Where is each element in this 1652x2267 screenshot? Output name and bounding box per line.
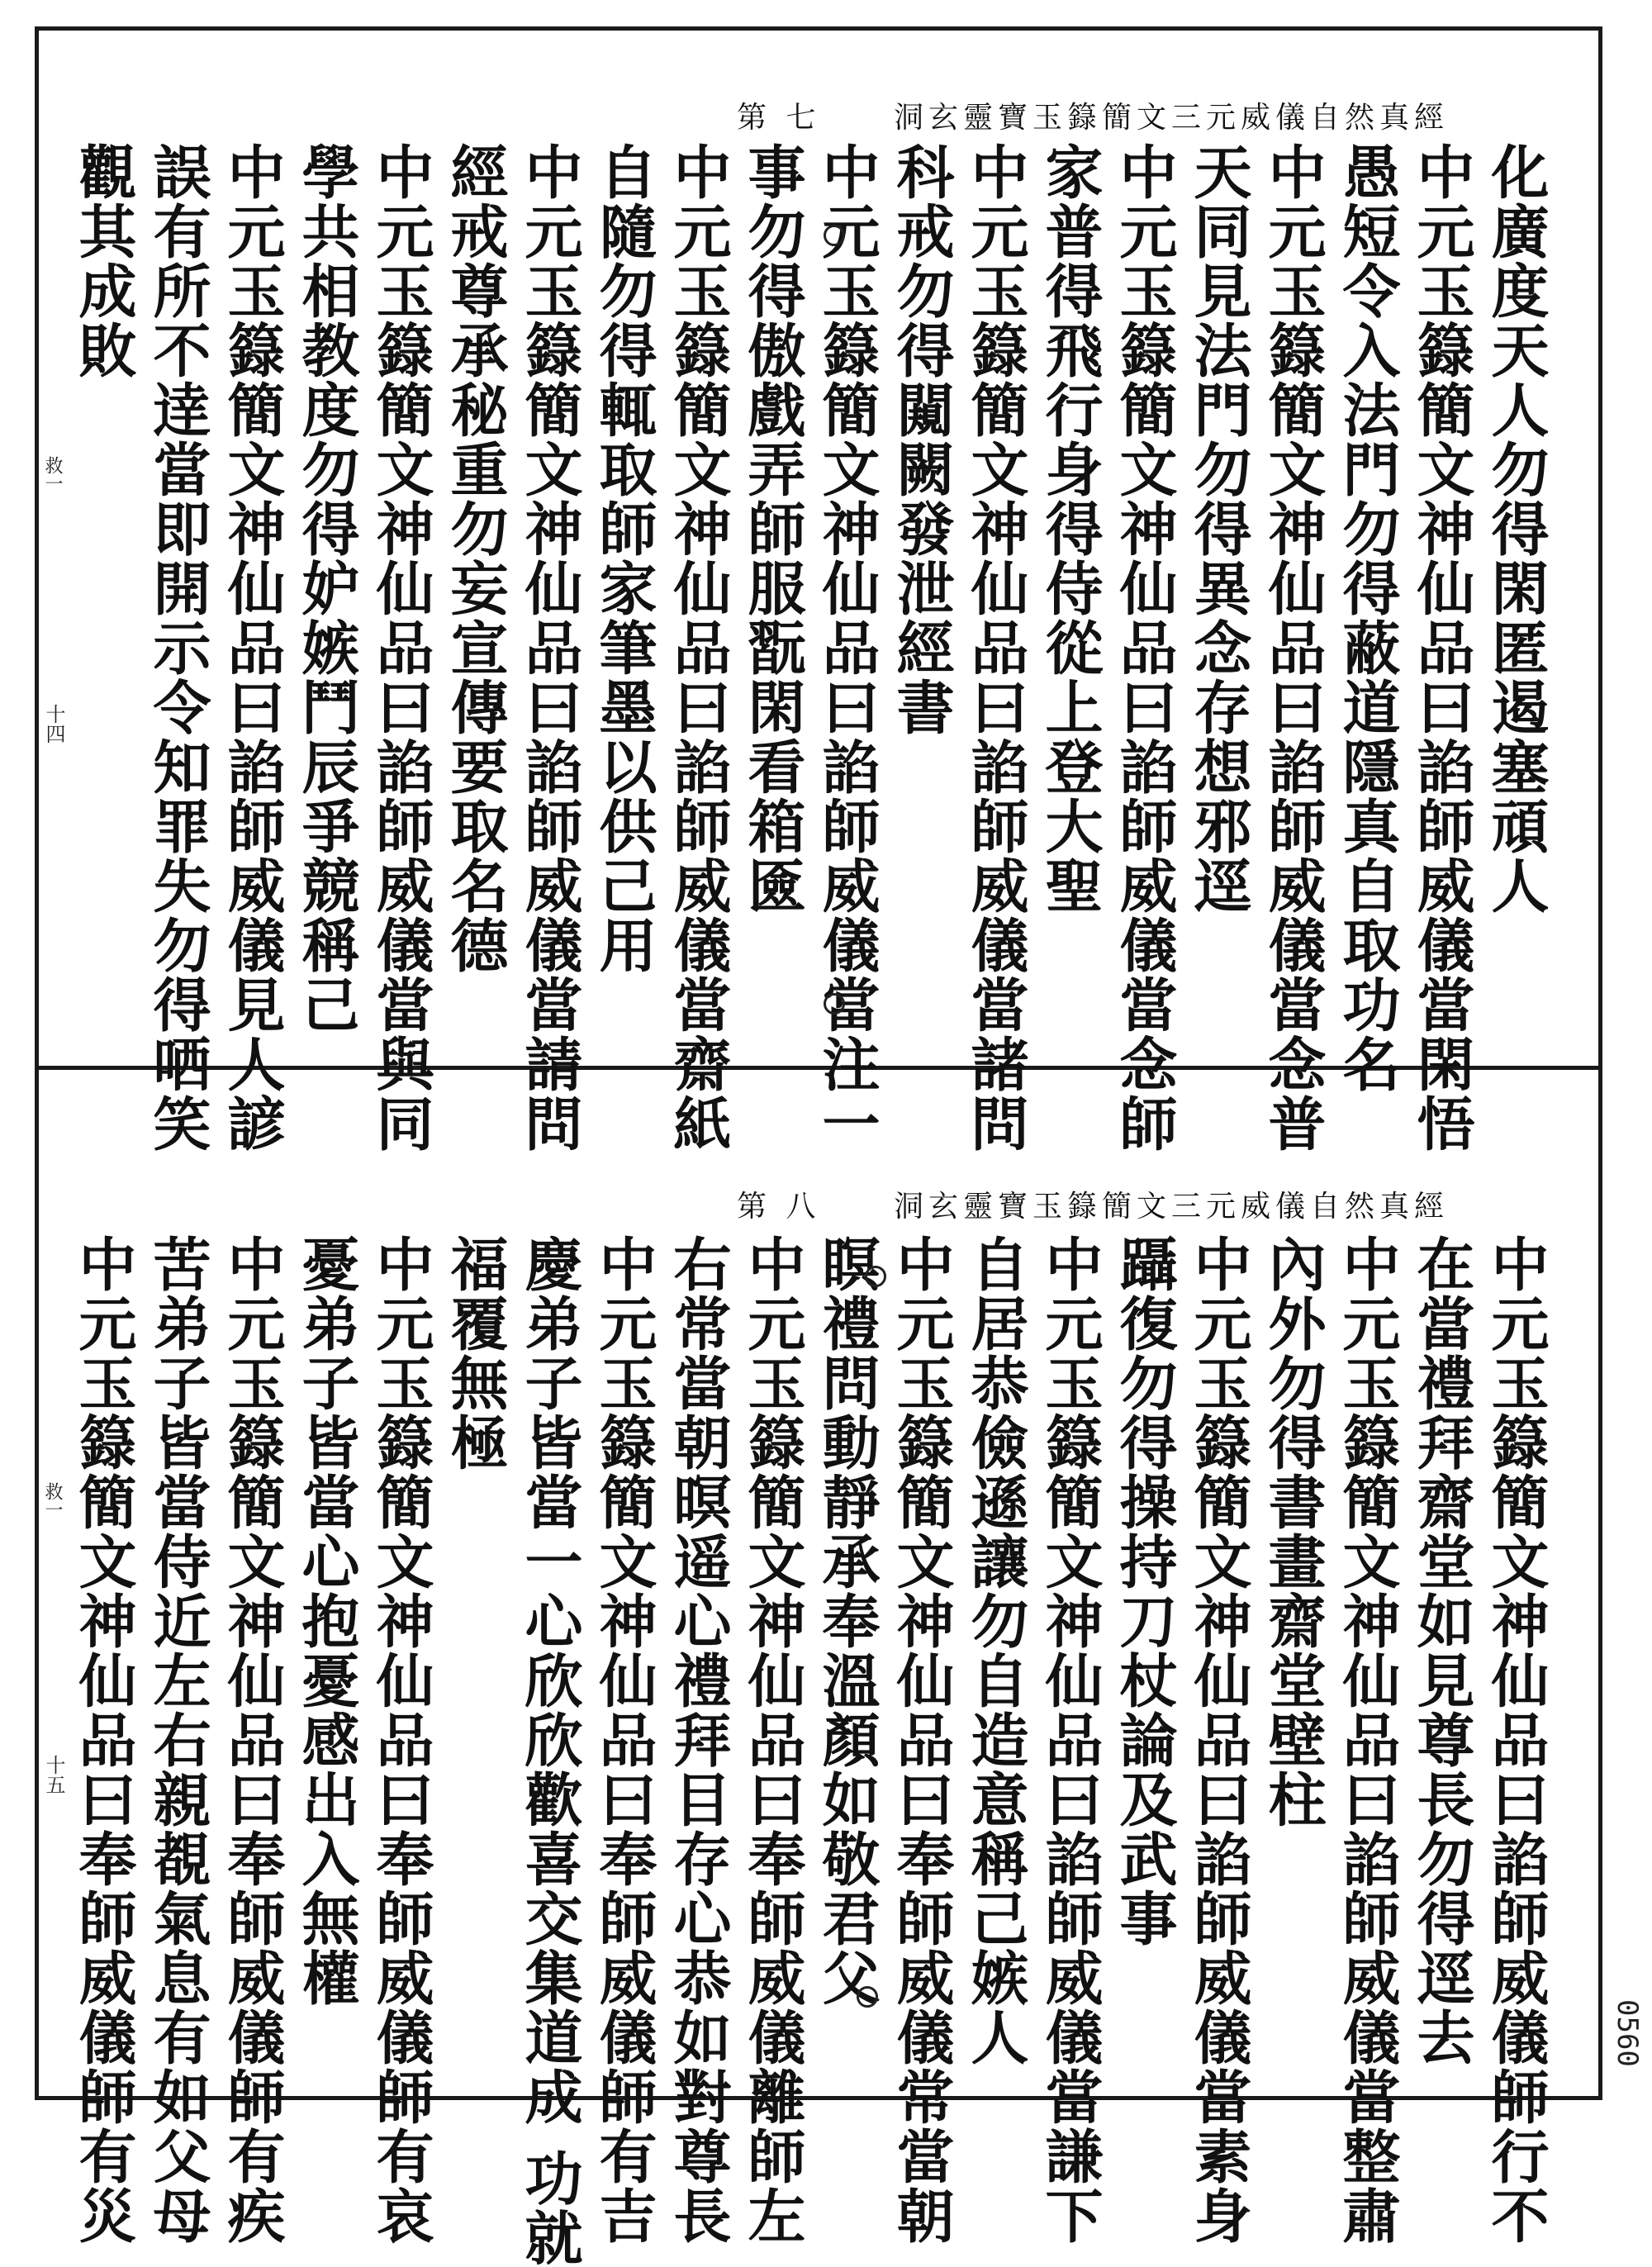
text-column: 中元玉籙簡文神仙品曰奉師威儀常當朝 xyxy=(887,1234,956,2246)
text-column: 慶弟子皆當一心欣欣歡喜交集道成 功就 xyxy=(515,1234,584,2267)
text-column: 中元玉籙簡文神仙品曰諂師威儀師行不 xyxy=(1482,1234,1550,2246)
margin-note: 救一 xyxy=(42,456,63,492)
bottom-panel xyxy=(35,1069,1602,2267)
text-column: 中元玉籙簡文神仙品曰諂師威儀當諸問 xyxy=(961,142,1030,1153)
text-column: 中元玉籙簡文神仙品曰諂師威儀當素身 xyxy=(1184,1234,1253,2246)
text-column: 中元玉籙簡文神仙品曰諂師威儀當與同 xyxy=(367,142,435,1153)
bottom-text-columns xyxy=(66,1234,1553,2267)
text-column: 中元玉籙簡文神仙品曰諂師威儀當齋紙 xyxy=(664,142,733,1153)
page-number: 0560 xyxy=(1611,1999,1644,2067)
text-column: 事勿得傲戲弄師服翫閑看箱匳 xyxy=(738,142,807,915)
circle-marker-icon xyxy=(824,225,845,246)
circle-marker-icon xyxy=(824,993,845,1015)
text-column: 中元玉籙簡文神仙品曰諂師威儀當謙下 xyxy=(1036,1234,1104,2246)
bottom-header-page: 第 八 xyxy=(737,1190,821,1224)
text-column: 在當禮拜齋堂如見尊長勿得逕去 xyxy=(1408,1234,1476,2067)
top-header-page: 第 七 xyxy=(737,101,821,135)
text-column: 學共相教度勿得妒嫉鬥辰爭競稱己 xyxy=(292,142,361,1034)
text-column: 苦弟子皆當侍近左右親覩氣息有如父母 xyxy=(144,1234,212,2246)
top-text-columns xyxy=(66,142,1553,1153)
text-column: 自居恭儉遜讓勿自造意稱己嫉人 xyxy=(961,1234,1030,2067)
margin-note: 救一 xyxy=(42,1482,63,1518)
text-column: 自隨勿得輒取師家筆墨以供己用 xyxy=(590,142,658,975)
text-column: 愚短令入法門勿得蔽道隱真自取功名 xyxy=(1333,142,1402,1094)
text-column: 福覆無極 xyxy=(441,1234,510,1472)
folio-number: 十四 xyxy=(42,704,65,744)
text-column: 觀其成敗 xyxy=(69,142,138,380)
text-column: 憂弟子皆當心抱憂感出入無權 xyxy=(292,1234,361,2008)
text-column: 經戒尊承秘重勿妄宣傳要取名德 xyxy=(441,142,510,975)
text-column: 內外勿得書畫齋堂壁柱 xyxy=(1259,1234,1327,1829)
text-column: 中元玉籙簡文神仙品曰諂師威儀當注一 xyxy=(813,142,881,1153)
text-column: 誤有所不逹當即開示令知罪失勿得哂笑 xyxy=(144,142,212,1153)
bottom-header-title: 洞玄靈寶玉籙簡文三元威儀自然真經 xyxy=(894,1190,1450,1224)
text-column: 中元玉籙簡文神仙品曰奉師威儀離師左 xyxy=(738,1234,807,2246)
text-column: 家普得飛行身得侍從上登大聖 xyxy=(1036,142,1104,915)
text-column: 中元玉籙簡文神仙品曰諂師威儀當請問 xyxy=(515,142,584,1153)
folio-number: 十五 xyxy=(42,1755,65,1794)
text-column: 中元玉籙簡文神仙品曰奉師威儀師有哀 xyxy=(367,1234,435,2246)
text-column: 中元玉籙簡文神仙品曰諂師威儀當閑悟 xyxy=(1408,142,1476,1153)
text-column: 中元玉籙簡文神仙品曰諂師威儀當整肅 xyxy=(1333,1234,1402,2246)
text-column: 化廣度天人勿得閑匿遏塞頑人 xyxy=(1482,142,1550,915)
text-column: 右常當朝暝遥心禮拜目存心恭如對尊長 xyxy=(664,1234,733,2246)
top-header-title: 洞玄靈寶玉籙簡文三元威儀自然真經 xyxy=(894,101,1450,135)
text-column: 躡復勿得操持刀杖論及武事 xyxy=(1110,1234,1179,1948)
text-column: 中元玉籙簡文神仙品曰奉師威儀師有災 xyxy=(69,1234,138,2246)
circle-marker-icon xyxy=(857,1986,878,2008)
text-column: 中元玉籙簡文神仙品曰諂師威儀當念普 xyxy=(1259,142,1327,1153)
text-column: 瞑禮問動靜承奉溫顏如敬君父 xyxy=(813,1234,881,2008)
text-column: 天同見法門勿得異念存想邪逕 xyxy=(1184,142,1253,915)
text-column: 中元玉籙簡文神仙品曰諂師威儀見人諺 xyxy=(218,142,287,1153)
text-column: 中元玉籙簡文神仙品曰諂師威儀當念師 xyxy=(1110,142,1179,1153)
text-column: 中元玉籙簡文神仙品曰奉師威儀師有吉 xyxy=(590,1234,658,2246)
text-column: 科戒勿得闚闕發泄經書 xyxy=(887,142,956,737)
circle-marker-icon xyxy=(865,1266,886,1287)
top-panel xyxy=(35,26,1602,1153)
text-column: 中元玉籙簡文神仙品曰奉師威儀師有疾 xyxy=(218,1234,287,2246)
